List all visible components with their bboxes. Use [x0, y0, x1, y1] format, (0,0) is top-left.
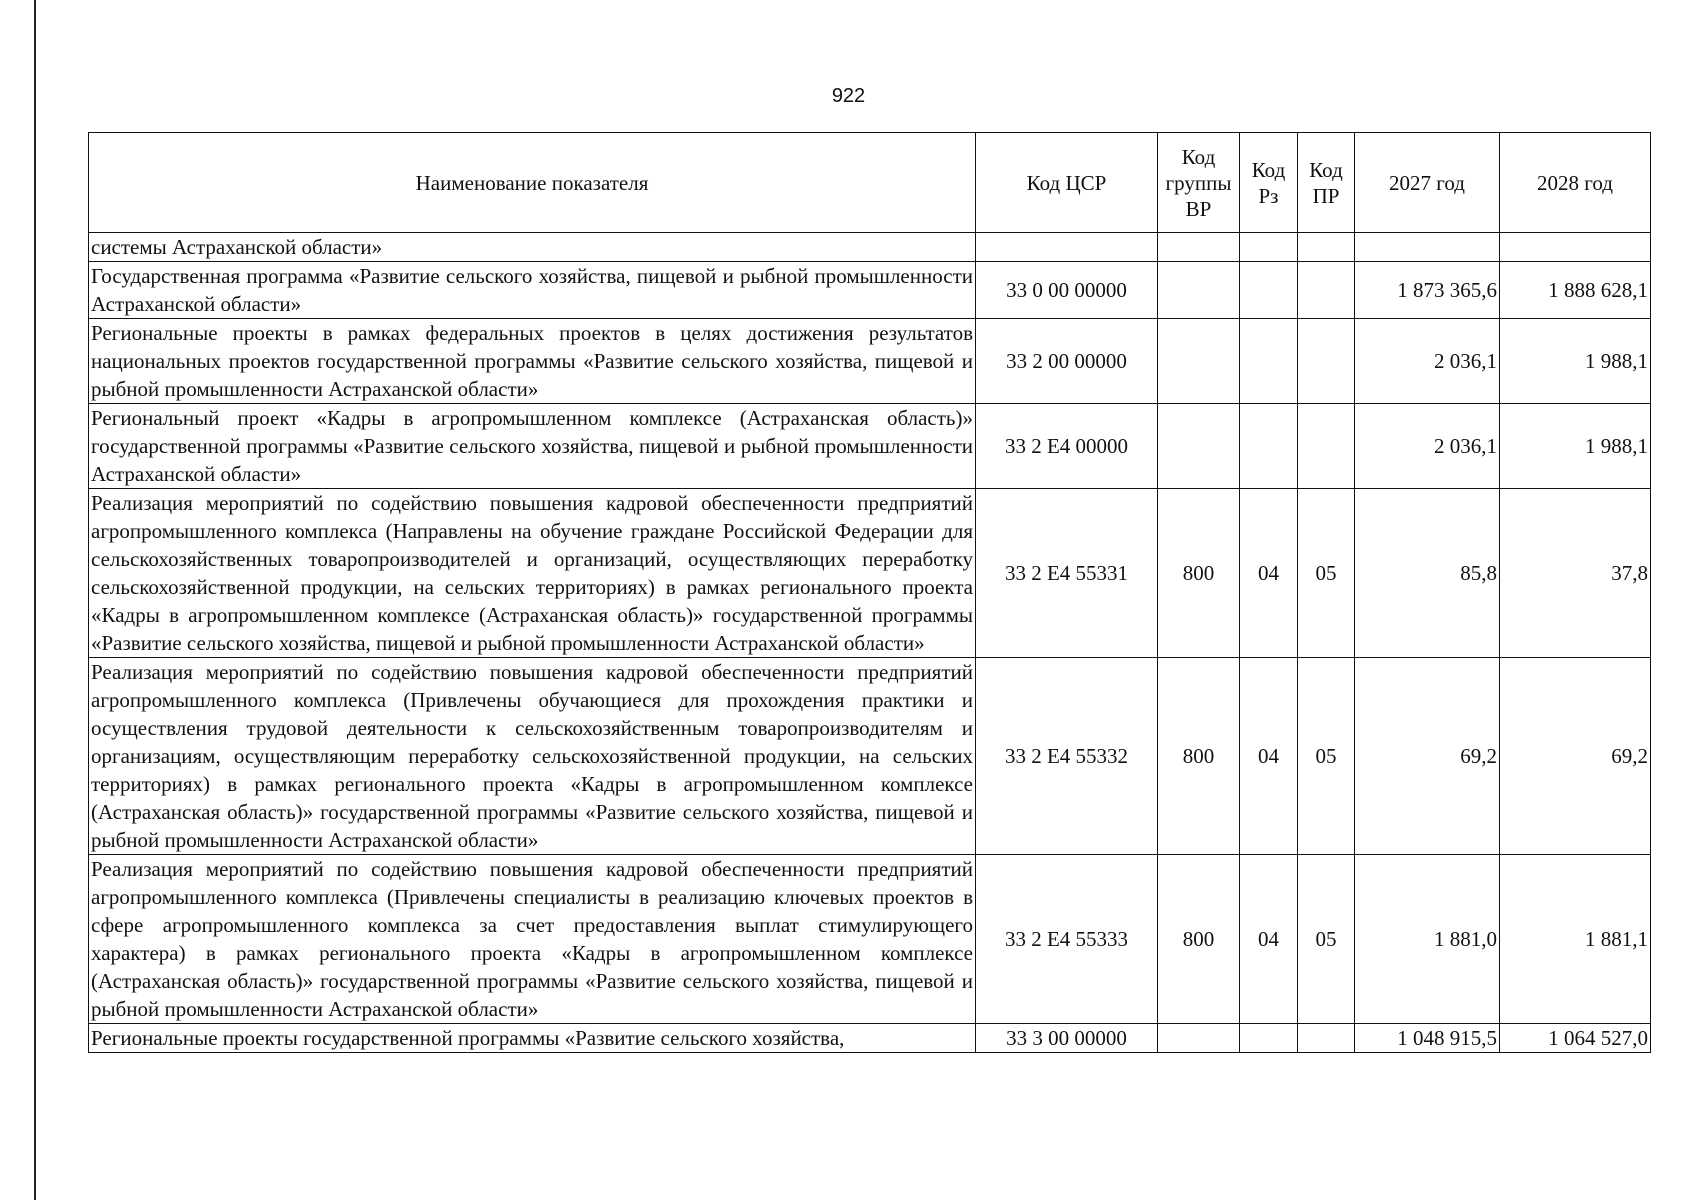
row-name: Реализация мероприятий по содействию повышения кадровой обеспеченности предприятий агропромышленного комплекса (Привлечены специалисты в реализацию ключевых проектов в сфере агропромышленного комплекса за счет предоставления выплат стимулирующего характера) в рамках регионального проекта «Кадры в агропромышленном комплексе (Астраханская область)» государственной программы «Развитие сельского хозяйства, пищевой и рыбной промышленности Астраханской области»: [89, 855, 976, 1024]
row-value-2027: 1 881,0: [1355, 855, 1500, 1024]
table-row: [89, 319, 1651, 404]
row-csr-code: [976, 233, 1158, 262]
header-year-2028: 2028 год: [1500, 133, 1651, 233]
row-vr-code: 800: [1158, 855, 1240, 1024]
row-rz-code: [1240, 404, 1298, 489]
row-rz-code: [1240, 319, 1298, 404]
table-row: [89, 489, 1651, 658]
row-csr-code: 33 2 00 00000: [976, 319, 1158, 404]
row-value-2028: 1 064 527,0: [1500, 1024, 1651, 1053]
row-value-2028: 1 988,1: [1500, 404, 1651, 489]
row-pr-code: [1298, 319, 1355, 404]
row-value-2027: 1 873 365,6: [1355, 262, 1500, 319]
row-rz-code: 04: [1240, 855, 1298, 1024]
row-value-2028: 37,8: [1500, 489, 1651, 658]
row-rz-code: [1240, 233, 1298, 262]
row-csr-code: 33 3 00 00000: [976, 1024, 1158, 1053]
row-name: Региональные проекты государственной программы «Развитие сельского хозяйства,: [89, 1024, 976, 1053]
row-vr-code: 800: [1158, 489, 1240, 658]
row-value-2027: 1 048 915,5: [1355, 1024, 1500, 1053]
header-year-2027: 2027 год: [1355, 133, 1500, 233]
row-value-2028: 1 881,1: [1500, 855, 1651, 1024]
table-row: [89, 404, 1651, 489]
row-name: системы Астраханской области»: [89, 233, 976, 262]
row-csr-code: 33 0 00 00000: [976, 262, 1158, 319]
header-vr-code: Код группы ВР: [1158, 133, 1240, 233]
row-pr-code: [1298, 1024, 1355, 1053]
row-pr-code: 05: [1298, 658, 1355, 855]
row-value-2028: 1 888 628,1: [1500, 262, 1651, 319]
row-pr-code: [1298, 404, 1355, 489]
row-rz-code: 04: [1240, 489, 1298, 658]
header-csr-code: Код ЦСР: [976, 133, 1158, 233]
table-row: [89, 1024, 1651, 1053]
row-pr-code: 05: [1298, 855, 1355, 1024]
row-value-2027: 2 036,1: [1355, 319, 1500, 404]
binding-margin-line: [34, 0, 36, 1200]
page-number: 922: [831, 85, 866, 107]
row-vr-code: [1158, 404, 1240, 489]
row-rz-code: 04: [1240, 658, 1298, 855]
row-value-2027: 2 036,1: [1355, 404, 1500, 489]
budget-table: [88, 132, 1651, 1053]
row-value-2027: [1355, 233, 1500, 262]
row-value-2027: 69,2: [1355, 658, 1500, 855]
row-rz-code: [1240, 1024, 1298, 1053]
row-name: Реализация мероприятий по содействию повышения кадровой обеспеченности предприятий агропромышленного комплекса (Направлены на обучение граждане Российской Федерации для сельскохозяйственных товаропроизводителей и организаций, осуществляющих переработку сельскохозяйственной продукции, на сельских территориях) в рамках регионального проекта «Кадры в агропромышленном комплексе (Астраханская область)» государственной программы «Развитие сельского хозяйства, пищевой и рыбной промышленности Астраханской области»: [89, 489, 976, 658]
row-name: Региональный проект «Кадры в агропромышленном комплексе (Астраханская область)» государственной программы «Развитие сельского хозяйства, пищевой и рыбной промышленности Астраханской области»: [89, 404, 976, 489]
row-csr-code: 33 2 Е4 55332: [976, 658, 1158, 855]
table-row: [89, 262, 1651, 319]
table-row: [89, 658, 1651, 855]
row-vr-code: [1158, 1024, 1240, 1053]
table-row: [89, 855, 1651, 1024]
row-vr-code: [1158, 262, 1240, 319]
row-vr-code: [1158, 319, 1240, 404]
row-value-2028: 69,2: [1500, 658, 1651, 855]
row-vr-code: 800: [1158, 658, 1240, 855]
table-row: [89, 233, 1651, 262]
table-header-row: [89, 133, 1651, 233]
row-pr-code: [1298, 233, 1355, 262]
row-rz-code: [1240, 262, 1298, 319]
row-csr-code: 33 2 Е4 00000: [976, 404, 1158, 489]
row-name: Государственная программа «Развитие сельского хозяйства, пищевой и рыбной промышленности Астраханской области»: [89, 262, 976, 319]
header-name: Наименование показателя: [89, 133, 976, 233]
row-vr-code: [1158, 233, 1240, 262]
row-pr-code: [1298, 262, 1355, 319]
header-rz-code: Код Рз: [1240, 133, 1298, 233]
row-csr-code: 33 2 Е4 55333: [976, 855, 1158, 1024]
header-pr-code: Код ПР: [1298, 133, 1355, 233]
row-value-2028: [1500, 233, 1651, 262]
row-value-2027: 85,8: [1355, 489, 1500, 658]
row-pr-code: 05: [1298, 489, 1355, 658]
row-csr-code: 33 2 Е4 55331: [976, 489, 1158, 658]
row-name: Реализация мероприятий по содействию повышения кадровой обеспеченности предприятий агропромышленного комплекса (Привлечены обучающиеся для прохождения практики и осуществления трудовой деятельности к сельскохозяйственным товаропроизводителям и организациям, осуществляющим переработку сельскохозяйственной продукции, на сельских территориях) в рамках регионального проекта «Кадры в агропромышленном комплексе (Астраханская область)» государственной программы «Развитие сельского хозяйства, пищевой и рыбной промышленности Астраханской области»: [89, 658, 976, 855]
row-name: Региональные проекты в рамках федеральных проектов в целях достижения результатов национальных проектов государственной программы «Развитие сельского хозяйства, пищевой и рыбной промышленности Астраханской области»: [89, 319, 976, 404]
row-value-2028: 1 988,1: [1500, 319, 1651, 404]
